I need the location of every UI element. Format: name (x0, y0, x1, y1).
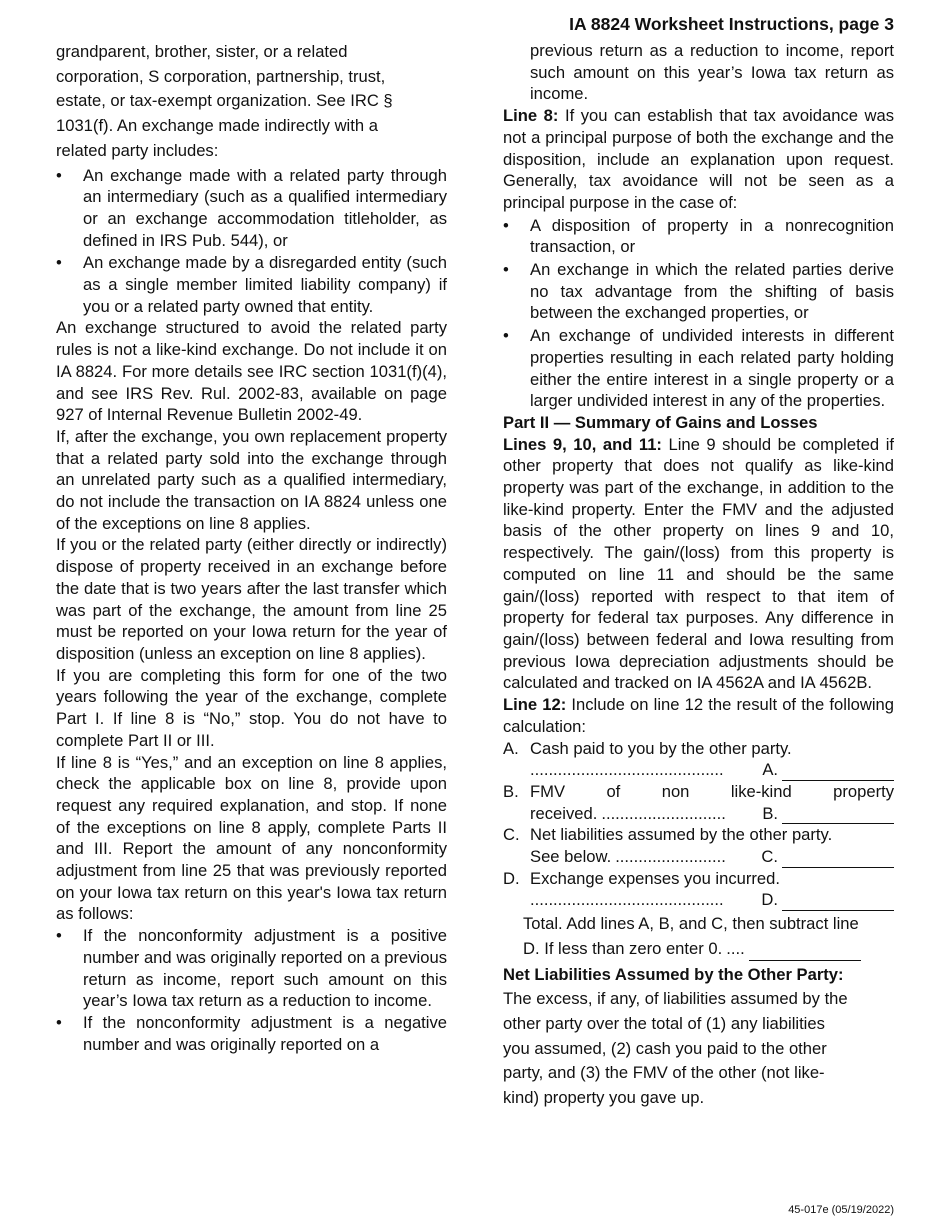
amount-blank-b (782, 805, 894, 824)
bullet-icon: • (56, 165, 62, 185)
page-header: IA 8824 Worksheet Instructions, page 3 (569, 14, 894, 34)
disposition-paragraph: If you or the related party (either directly or indirectly) dispose of property received in an exchange before the date that is two years after the last transfer which was part of the exchange, the amount from line 25 must be reported on your Iowa return for the year of disposition (unless an exception on line 8 applies). (56, 535, 447, 663)
amount-blank-total (749, 942, 861, 961)
line8-paragraph: Line 8: If you can establish that tax avoidance was not a principal purpose of both the exchange and the disposition, include an explanation upon request. Generally, tax avoidance will not be seen as a principal purpose in the case of: (503, 106, 894, 212)
line12-label: Line 12: (503, 695, 567, 715)
left-column (56, 40, 447, 1055)
bullet-icon: • (503, 326, 509, 346)
net-liabilities-heading: Net Liabilities Assumed by the Other Party: (503, 965, 844, 985)
part2-heading: Part II — Summary of Gains and Losses (503, 412, 818, 432)
avoid-rules-paragraph: An exchange structured to avoid the related party rules is not a like-kind exchange. Do not include it on IA 8824. For more details see IRC section 1031(f)(4), and see IRS Rev. Rul. 2002-83, available on page 927 of Internal Revenue Bulletin 2002-49. (56, 318, 447, 425)
bullet-icon: • (56, 926, 62, 946)
bullet-negative-adjustment: • If the nonconformity adjustment is a negative number and was originally reported on a (56, 1012, 447, 1054)
bullet-icon: • (56, 253, 62, 273)
text-line: The excess, if any, of liabilities assumed by the (503, 989, 848, 1009)
bullet-intermediary: • An exchange made with a related party through an intermediary (such as a qualified intermediary or an exchange accommodation titleholder, as defined in IRS Pub. 544), or (56, 165, 447, 250)
text-line: kind) property you gave up. (503, 1087, 705, 1107)
line8-label: Line 8: (503, 106, 559, 126)
line12-paragraph: Line 12: Include on line 12 the result of the following calculation: (503, 695, 894, 736)
bullet-icon: • (503, 215, 509, 235)
amount-blank-a (782, 762, 894, 781)
text-line: you assumed, (2) cash you paid to the other (503, 1038, 827, 1058)
text-line: 1031(f). An exchange made indirectly with a (56, 116, 378, 136)
text-line: grandparent, brother, sister, or a related (56, 42, 348, 61)
bullet-icon: • (56, 1012, 62, 1032)
replacement-property-paragraph: If, after the exchange, you own replacement property that a related party sold into the exchange through an unrelated party such as a qualified intermediary, do not include the transaction on IA 8824 unless one of the exceptions on line 8 applies. (56, 426, 447, 533)
related-party-intro (56, 40, 447, 164)
bullet-no-tax-advantage: • An exchange in which the related parties derive no tax advantage from the shifting of basis between the exchanged properties, or (503, 260, 894, 323)
net-liabilities-paragraph (503, 987, 894, 1111)
line12-calculation (503, 738, 894, 962)
bullet-icon: • (503, 260, 509, 280)
text-line: estate, or tax-exempt organization. See IRC § (56, 91, 393, 111)
calc-row-b: B. FMV of non like-kind property received. ........................... B. (503, 781, 894, 823)
bullet-positive-adjustment: • If the nonconformity adjustment is a positive number and was originally reported on a previous return as income, report such amount on this year’s Iowa tax return as a reduction to income. (56, 926, 447, 1011)
line8-yes-paragraph: If line 8 is “Yes,” and an exception on line 8 applies, check the applicable box on line 8, provide upon request any required explanation, and stop. If none of the exceptions on line 8 apply, complete Parts II and III. Report the amount of any nonconformity adjustment from line 25 that was previously reported on your Iowa tax return on this year's Iowa tax return as follows: (56, 752, 447, 924)
two-years-paragraph: If you are completing this form for one of the two years following the year of the exchange, complete Part I. If line 8 is “No,” stop. You do not have to complete Part II or III. (56, 665, 447, 750)
lines9-label: Lines 9, 10, and 11: (503, 434, 662, 454)
right-column (503, 40, 894, 1111)
continued-bullet-text: previous return as a reduction to income, report such amount on this year’s Iowa tax return as income. (530, 41, 894, 104)
bullet-disregarded-entity: • An exchange made by a disregarded entity (such as a single member limited liability company) if you or a related party owned that entity. (56, 253, 447, 316)
text-line: party, and (3) the FMV of the other (not like- (503, 1063, 825, 1083)
form-id-footer: 45-017e (05/19/2022) (788, 1204, 894, 1216)
calc-row-c: C. Net liabilities assumed by the other party. See below. ........................ C. (503, 824, 894, 867)
text-line: corporation, S corporation, partnership, trust, (56, 66, 386, 86)
calc-row-a: A. Cash paid to you by the other party. .......................................... A. (503, 738, 894, 781)
text-line: related party includes: (56, 140, 219, 160)
bullet-nonrecognition: • A disposition of property in a nonrecognition transaction, or (503, 215, 894, 257)
calc-total: Total. Add lines A, B, and C, then subtract line D. If less than zero enter 0. .... (503, 911, 894, 961)
amount-blank-d (782, 892, 894, 911)
text-line: other party over the total of (1) any liabilities (503, 1013, 825, 1033)
amount-blank-c (782, 849, 894, 868)
lines-9-10-11-paragraph: Lines 9, 10, and 11: Line 9 should be completed if other property that does not qualify as like-kind property was part of the exchange, in addition to the like-kind property. Enter the FMV and the adjusted basis of the other property on lines 9 and 10, respectively. The gain/(loss) from this property is computed on line 11 and should be the same gain/(loss) reported with respect to that item of property for federal tax purposes. Any difference in gain/(loss) between federal and Iowa resulting from previous Iowa depreciation adjustments should be calculated and tracked on IA 4562A and IA 4562B. (503, 434, 894, 693)
bullet-undivided-interests: • An exchange of undivided interests in different properties resulting in each related party holding either the entire interest in a single property or a larger undivided interest in any of the properties. (503, 326, 894, 411)
calc-row-d: D. Exchange expenses you incurred. .......................................... D. (503, 868, 894, 911)
